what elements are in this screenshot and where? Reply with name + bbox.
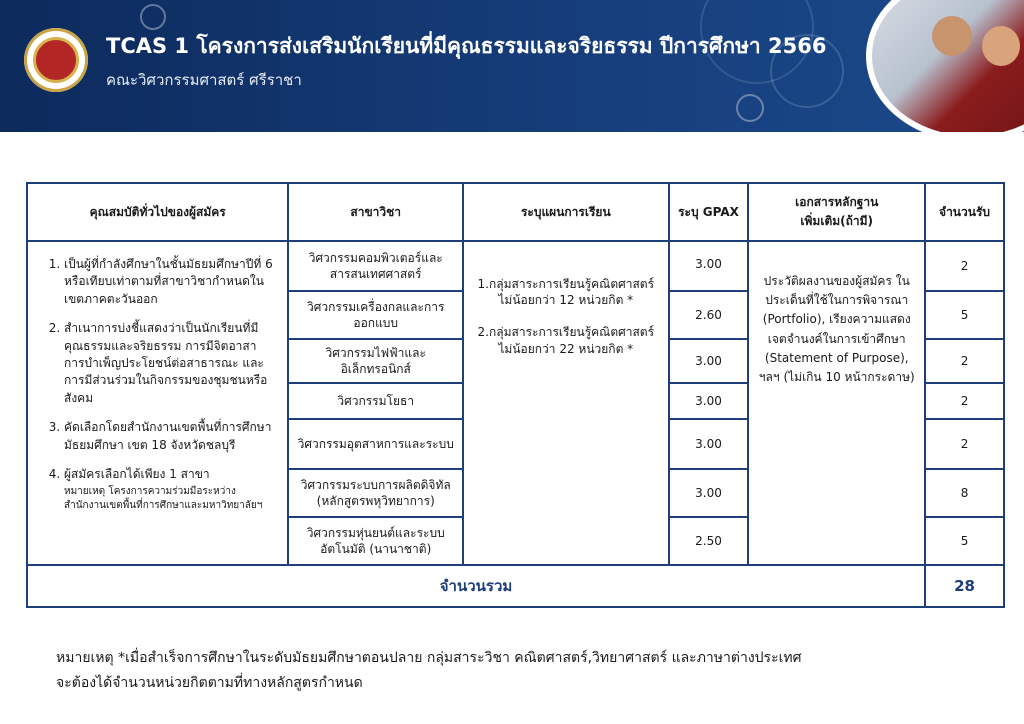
gpax-cell: 3.00 — [669, 469, 749, 517]
major-cell: วิศวกรรมไฟฟ้าและอิเล็กทรอนิกส์ — [288, 339, 463, 383]
major-cell: วิศวกรรมคอมพิวเตอร์และสารสนเทศศาสตร์ — [288, 241, 463, 291]
seats-cell: 2 — [925, 419, 1004, 469]
gpax-cell: 3.00 — [669, 339, 749, 383]
major-cell: วิศวกรรมหุ่นยนต์และระบบอัตโนมัติ (นานาชาติ) — [288, 517, 463, 565]
seats-cell: 2 — [925, 241, 1004, 291]
footnote — [56, 646, 956, 695]
qualification-item-text: ผู้สมัครเลือกได้เพียง 1 สาขา — [64, 466, 210, 481]
header-docs-line1: เอกสารหลักฐาน — [795, 195, 879, 209]
total-row — [27, 565, 1004, 607]
gpax-cell: 3.00 — [669, 419, 749, 469]
table-row — [27, 241, 1004, 291]
admission-table — [26, 182, 1005, 608]
header-seats: จำนวนรับ — [925, 183, 1004, 241]
footnote-line: จะต้องได้จำนวนหน่วยกิตตามที่ทางหลักสูตรกำหนด — [56, 674, 363, 691]
qualification-item — [64, 466, 275, 513]
decor-circle — [140, 4, 166, 30]
page-title: TCAS 1 โครงการส่งเสริมนักเรียนที่มีคุณธรรมและจริยธรรม ปีการศึกษา 2566 — [106, 34, 827, 58]
plan-item: 1.กลุ่มสาระการเรียนรู้คณิตศาสตร์ ไม่น้อยกว่า 12 หน่วยกิต * — [477, 277, 655, 308]
major-cell: วิศวกรรมโยธา — [288, 383, 463, 419]
seats-cell: 8 — [925, 469, 1004, 517]
header-docs — [748, 183, 925, 241]
qualification-item: 1. เป็นผู้ที่กำลังศึกษาในชั้นมัธยมศึกษาปีที่ 6 หรือเทียบเท่าตามที่สาขาวิชากำหนดในเขตภาคตะวันออก — [64, 256, 275, 308]
seats-cell: 5 — [925, 517, 1004, 565]
students-photo-icon — [866, 0, 1024, 132]
gpax-cell: 2.50 — [669, 517, 749, 565]
docs-cell: ประวัติผลงานของผู้สมัคร ในประเด็นที่ใช้ในการพิจารณา (Portfolio), เรียงความแสดงเจตจำนงค์ในการเข้าศึกษา (Statement of Purpose), ฯลฯ (ไม่เกิน 10 หน้ากระดาษ) — [748, 241, 925, 565]
plan-cell — [463, 241, 669, 565]
footnote-line: หมายเหตุ *เมื่อสำเร็จการศึกษาในระดับมัธยมศึกษาตอนปลาย กลุ่มสาระวิชา คณิตศาสตร์,วิทยาศาสตร์ และภาษาต่างประเทศ — [56, 650, 802, 666]
seats-cell: 5 — [925, 291, 1004, 339]
qualification-item: 3. คัดเลือกโดยสำนักงานเขตพื้นที่การศึกษามัธยมศึกษา เขต 18 จังหวัดชลบุรี — [64, 419, 275, 454]
page-subtitle: คณะวิศวกรรมศาสตร์ ศรีราชา — [106, 71, 302, 89]
table-header-row — [27, 183, 1004, 241]
qualification-note: หมายเหตุ โครงการความร่วมมือระหว่าง สำนักงานเขตพื้นที่การศึกษาและมหาวิทยาลัยฯ — [64, 486, 263, 512]
total-value: 28 — [925, 565, 1004, 607]
header-plan: ระบุแผนการเรียน — [463, 183, 669, 241]
qualification-item: 2. สำเนาการบ่งชี้แสดงว่าเป็นนักเรียนที่มีคุณธรรมและจริยธรรม การมีจิตอาสา การบำเพ็ญประโยชน์ต่อสาธารณะ และการมีส่วนร่วมในกิจกรรมของชุมชนหรือสังคม — [64, 320, 275, 407]
header-gpax: ระบุ GPAX — [669, 183, 749, 241]
header-qualifications: คุณสมบัติทั่วไปของผู้สมัคร — [27, 183, 288, 241]
header-docs-line2: เพิ่มเติม(ถ้ามี) — [800, 214, 874, 228]
gpax-cell: 3.00 — [669, 241, 749, 291]
university-seal-icon — [24, 28, 88, 92]
major-cell: วิศวกรรมอุตสาหการและระบบ — [288, 419, 463, 469]
major-cell: วิศวกรรมเครื่องกลและการออกแบบ — [288, 291, 463, 339]
qualifications-cell — [27, 241, 288, 565]
header-major: สาขาวิชา — [288, 183, 463, 241]
gpax-cell: 3.00 — [669, 383, 749, 419]
total-label: จำนวนรวม — [27, 565, 925, 607]
header-banner — [0, 0, 1024, 132]
seats-cell: 2 — [925, 339, 1004, 383]
plan-item: 2.กลุ่มสาระการเรียนรู้คณิตศาสตร์ ไม่น้อยกว่า 22 หน่วยกิต * — [477, 325, 655, 356]
seats-cell: 2 — [925, 383, 1004, 419]
gpax-cell: 2.60 — [669, 291, 749, 339]
decor-circle — [736, 94, 764, 122]
major-cell: วิศวกรรมระบบการผลิตดิจิทัล (หลักสูตรพหุวิทยาการ) — [288, 469, 463, 517]
